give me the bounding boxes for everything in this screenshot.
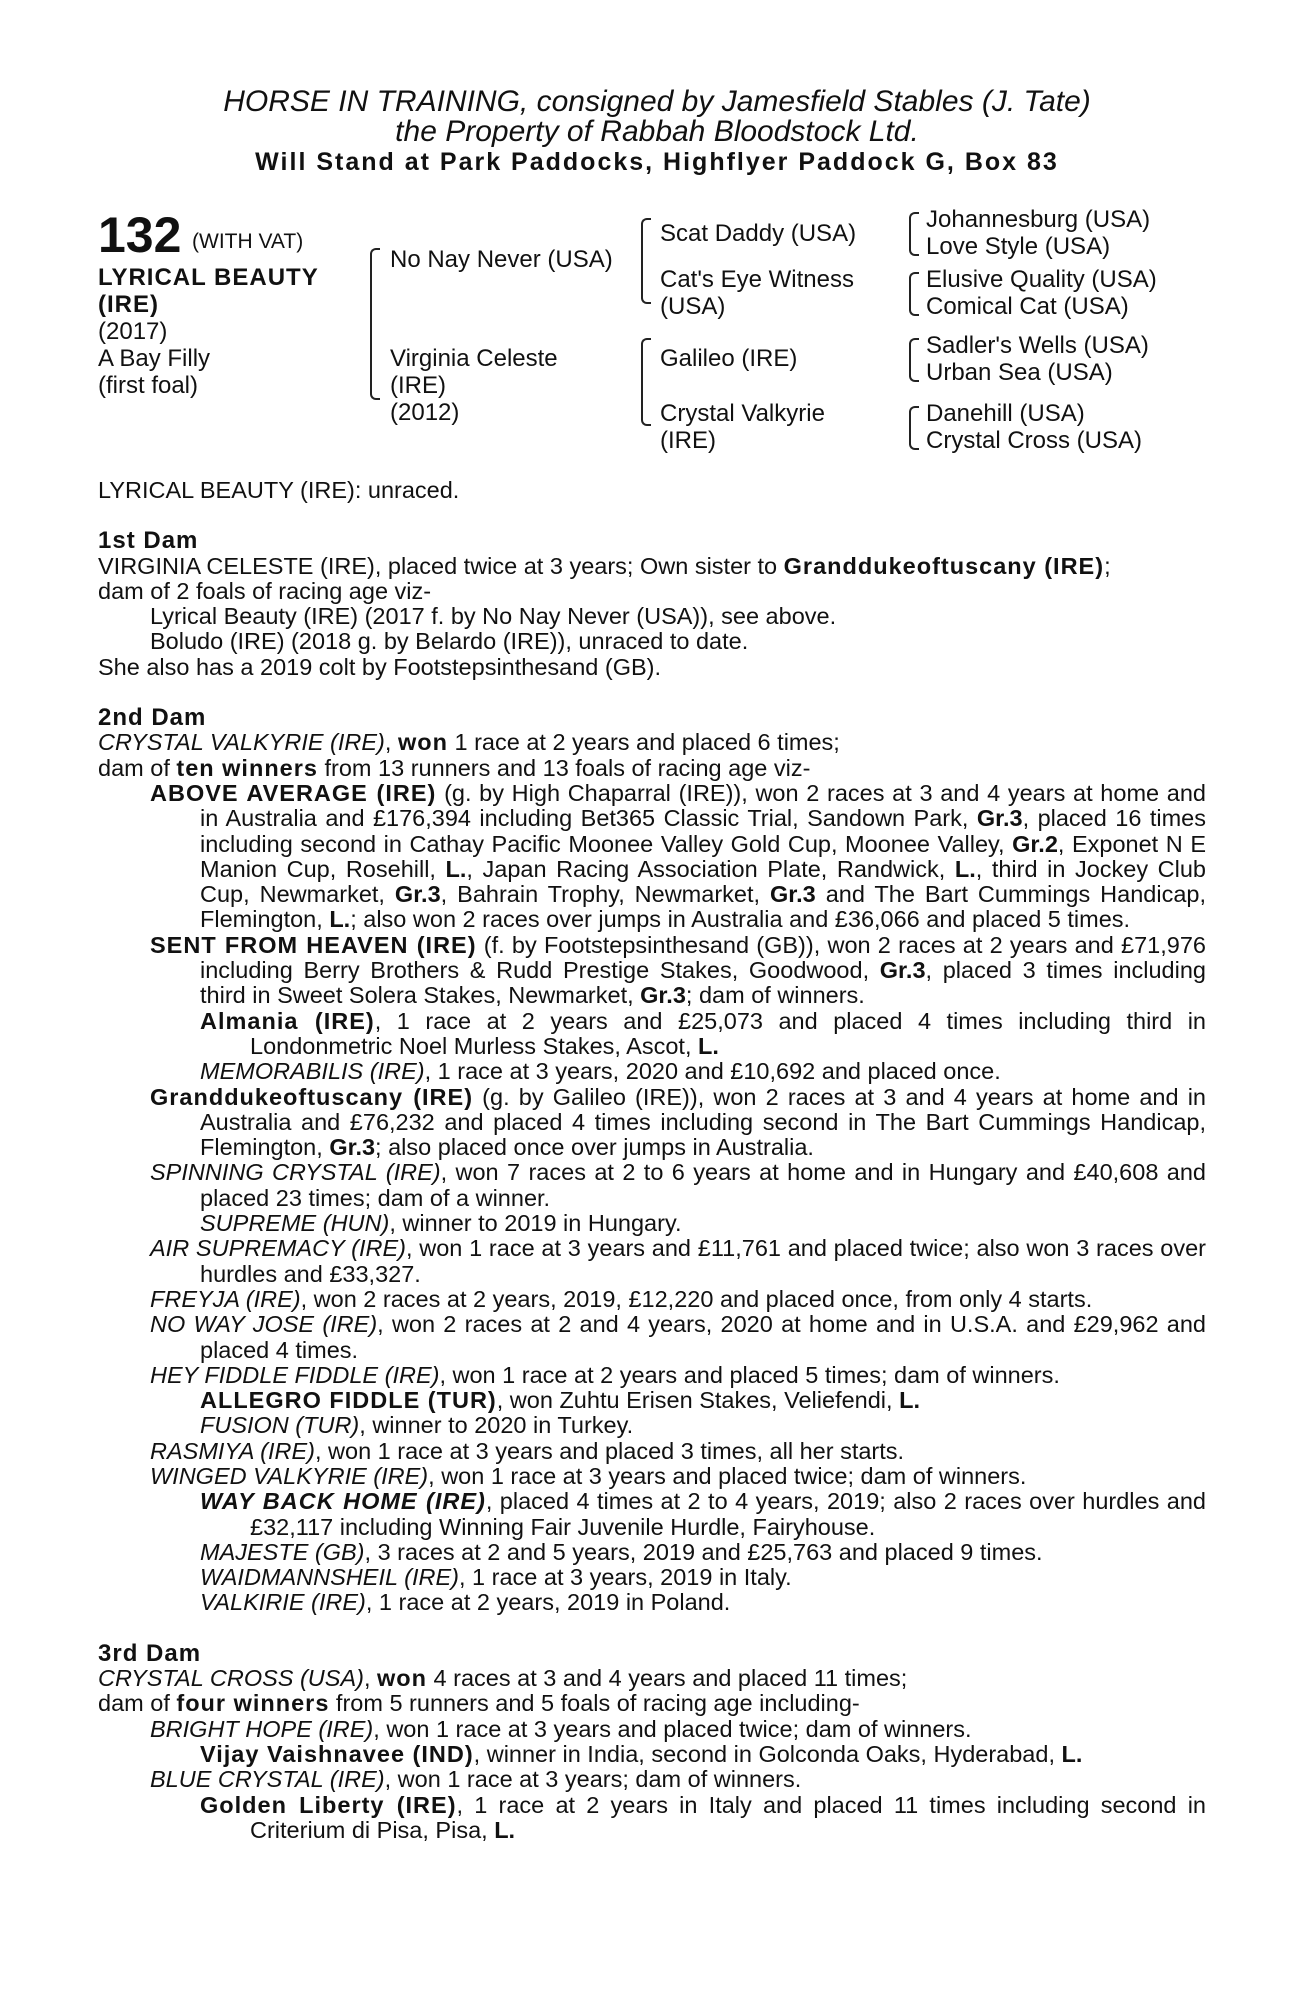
produce-item: Boludo (IRE) (2018 g. by Belardo (IRE)), unraced to date. bbox=[150, 628, 749, 655]
produce-item: WAIDMANNSHEIL (IRE), 1 race at 3 years, 2019 in Italy. bbox=[200, 1564, 792, 1591]
third-dam-heading: 3rd Dam bbox=[98, 1639, 202, 1667]
pedigree-brace-sire bbox=[641, 218, 651, 304]
second-dam-line: CRYSTAL VALKYRIE (IRE), won 1 race at 2 years and placed 6 times; bbox=[98, 729, 840, 756]
pedigree-brace-dam bbox=[641, 338, 651, 426]
gg-sds: Elusive Quality (USA) bbox=[926, 266, 1157, 293]
sire-dam-line1: Cat's Eye Witness bbox=[660, 266, 854, 293]
produce-item: SPINNING CRYSTAL (IRE), won 7 races at 2 to 6 years at home and in Hungary and £40,608 and placed 23 times; dam of a winner. bbox=[150, 1159, 1206, 1211]
gg-dsd: Urban Sea (USA) bbox=[926, 359, 1113, 386]
produce-item: Almania (IRE), 1 race at 2 years and £25,073 and placed 4 times including third in Londonmetric Noel Murless Stakes, Ascot, L. bbox=[200, 1007, 1206, 1059]
produce-item: WAY BACK HOME (IRE), placed 4 times at 2 to 4 years, 2019; also 2 races over hurdles and £32,117 including Winning Fair Juvenile Hurdle, Fairyhouse. bbox=[200, 1488, 1206, 1540]
produce-item: WINGED VALKYRIE (IRE), won 1 race at 3 years and placed twice; dam of winners. bbox=[150, 1462, 1027, 1489]
produce-item: BLUE CRYSTAL (IRE), won 1 race at 3 years; dam of winners. bbox=[150, 1766, 802, 1793]
dam-name-line1: Virginia Celeste bbox=[390, 345, 558, 372]
produce-item: AIR SUPREMACY (IRE), won 1 race at 3 years and £11,761 and placed twice; also won 3 races over hurdles and £33,327. bbox=[150, 1235, 1206, 1287]
pedigree-brace-dd bbox=[909, 406, 919, 450]
first-dam-line: VIRGINIA CELESTE (IRE), placed twice at 3 years; Own sister to Granddukeoftuscany (IRE); bbox=[98, 552, 1111, 579]
gg-sdd: Comical Cat (USA) bbox=[926, 293, 1129, 320]
first-dam-heading: 1st Dam bbox=[98, 527, 199, 555]
pedigree-brace-sd bbox=[909, 272, 919, 316]
first-dam-foals: dam of 2 foals of racing age viz- bbox=[98, 577, 432, 604]
first-dam-note: She also has a 2019 colt by Footstepsinthesand (GB). bbox=[98, 653, 662, 680]
consignor-line: HORSE IN TRAINING, consigned by Jamesfield Stables (J. Tate) bbox=[223, 85, 1091, 118]
produce-item: Golden Liberty (IRE), 1 race at 2 years in Italy and placed 11 times including second in Criterium di Pisa, Pisa, L. bbox=[200, 1791, 1206, 1843]
second-dam-foals: dam of ten winners from 13 runners and 13 foals of racing age viz- bbox=[98, 754, 811, 781]
dam-name-line2: (IRE) bbox=[390, 372, 446, 399]
pedigree-brace-ds bbox=[909, 338, 919, 382]
horse-name-line2: (IRE) bbox=[98, 291, 159, 318]
produce-item: Vijay Vaishnavee (IND), winner in India, second in Golconda Oaks, Hyderabad, L. bbox=[200, 1740, 1083, 1767]
dam-year: (2012) bbox=[390, 399, 460, 426]
gg-dss: Sadler's Wells (USA) bbox=[926, 332, 1149, 359]
produce-item: Granddukeoftuscany (IRE) (g. by Galileo (IRE)), won 2 races at 3 and 4 years at home and in Australia and £76,232 and placed 4 times including second in The Bart Cummings Handicap, Flemington, Gr.3; also placed once over jumps in Australia. bbox=[150, 1083, 1206, 1161]
horse-description: A Bay Filly bbox=[98, 345, 211, 372]
produce-item: FUSION (TUR), winner to 2020 in Turkey. bbox=[200, 1412, 634, 1439]
foaling-year: (2017) bbox=[98, 318, 168, 345]
produce-item: HEY FIDDLE FIDDLE (IRE), won 1 race at 2 years and placed 5 times; dam of winners. bbox=[150, 1361, 1060, 1388]
produce-item: ALLEGRO FIDDLE (TUR), won Zuhtu Erisen Stakes, Veliefendi, L. bbox=[200, 1387, 920, 1414]
produce-item: SENT FROM HEAVEN (IRE) (f. by Footstepsinthesand (GB)), won 2 races at 2 years and £71,976 including Berry Brothers & Rudd Prestige Stakes, Goodwood, Gr.3, placed 3 times including third in Sweet Solera Stakes, Newmarket, Gr.3; dam of winners. bbox=[150, 931, 1206, 1009]
produce-item: MAJESTE (GB), 3 races at 2 and 5 years, 2019 and £25,763 and placed 9 times. bbox=[200, 1538, 1043, 1565]
produce-item: MEMORABILIS (IRE), 1 race at 3 years, 2020 and £10,692 and placed once. bbox=[200, 1058, 1001, 1085]
produce-item: ABOVE AVERAGE (IRE) (g. by High Chaparral (IRE)), won 2 races at 3 and 4 years at home and in Australia and £176,394 including Bet365 Classic Trial, Sandown Park, Gr.3, placed 16 times including second in Cathay Pacific Moonee Valley Gold Cup, Moonee Valley, Gr.2, Exponet N E Manion Cup, Rosehill, L., Japan Racing Association Plate, Randwick, L., third in Jockey Club Cup, Newmarket, Gr.3, Bahrain Trophy, Newmarket, Gr.3 and The Bart Cummings Handicap, Flemington, L.; also won 2 races over jumps in Australia and £36,066 and placed 5 times. bbox=[150, 779, 1207, 933]
produce-item: FREYJA (IRE), won 2 races at 2 years, 2019, £12,220 and placed once, from only 4 starts. bbox=[150, 1285, 1093, 1312]
pedigree-brace-main bbox=[370, 248, 380, 400]
location-line: Will Stand at Park Paddocks, Highflyer Paddock G, Box 83 bbox=[255, 148, 1059, 176]
dam-dam-line1: Crystal Valkyrie bbox=[660, 400, 825, 427]
produce-record bbox=[98, 478, 1206, 1843]
second-dam-heading: 2nd Dam bbox=[98, 704, 207, 732]
race-summary: LYRICAL BEAUTY (IRE): unraced. bbox=[98, 477, 460, 503]
sire-name: No Nay Never (USA) bbox=[390, 246, 613, 273]
third-dam-foals: dam of four winners from 5 runners and 5 foals of racing age including- bbox=[98, 1690, 860, 1717]
lot-number: 132 bbox=[98, 207, 182, 263]
produce-item: SUPREME (HUN), winner to 2019 in Hungary. bbox=[200, 1210, 682, 1237]
gg-ssd: Love Style (USA) bbox=[926, 233, 1111, 260]
pedigree-brace-ss bbox=[909, 212, 919, 256]
dam-sire: Galileo (IRE) bbox=[660, 345, 798, 372]
sire-sire: Scat Daddy (USA) bbox=[660, 220, 857, 247]
owner-line: the Property of Rabbah Bloodstock Ltd. bbox=[395, 115, 919, 148]
gg-dds: Danehill (USA) bbox=[926, 400, 1085, 427]
produce-item: NO WAY JOSE (IRE), won 2 races at 2 and 4 years, 2020 at home and in U.S.A. and £29,962 and placed 4 times. bbox=[150, 1311, 1206, 1363]
sire-dam-line2: (USA) bbox=[660, 293, 726, 320]
horse-name-line1: LYRICAL BEAUTY bbox=[98, 264, 319, 291]
produce-item: Lyrical Beauty (IRE) (2017 f. by No Nay Never (USA)), see above. bbox=[150, 603, 837, 630]
produce-item: VALKIRIE (IRE), 1 race at 2 years, 2019 in Poland. bbox=[200, 1589, 731, 1616]
foal-note: (first foal) bbox=[98, 372, 199, 399]
third-dam-line: CRYSTAL CROSS (USA), won 4 races at 3 and 4 years and placed 11 times; bbox=[98, 1665, 908, 1692]
vat-label: (WITH VAT) bbox=[192, 230, 304, 253]
dam-dam-line2: (IRE) bbox=[660, 427, 716, 454]
gg-sss: Johannesburg (USA) bbox=[926, 206, 1151, 233]
produce-item: RASMIYA (IRE), won 1 race at 3 years and placed 3 times, all her starts. bbox=[150, 1437, 905, 1464]
gg-ddd: Crystal Cross (USA) bbox=[926, 427, 1143, 454]
produce-item: BRIGHT HOPE (IRE), won 1 race at 3 years and placed twice; dam of winners. bbox=[150, 1715, 972, 1742]
horse-name bbox=[98, 264, 368, 318]
